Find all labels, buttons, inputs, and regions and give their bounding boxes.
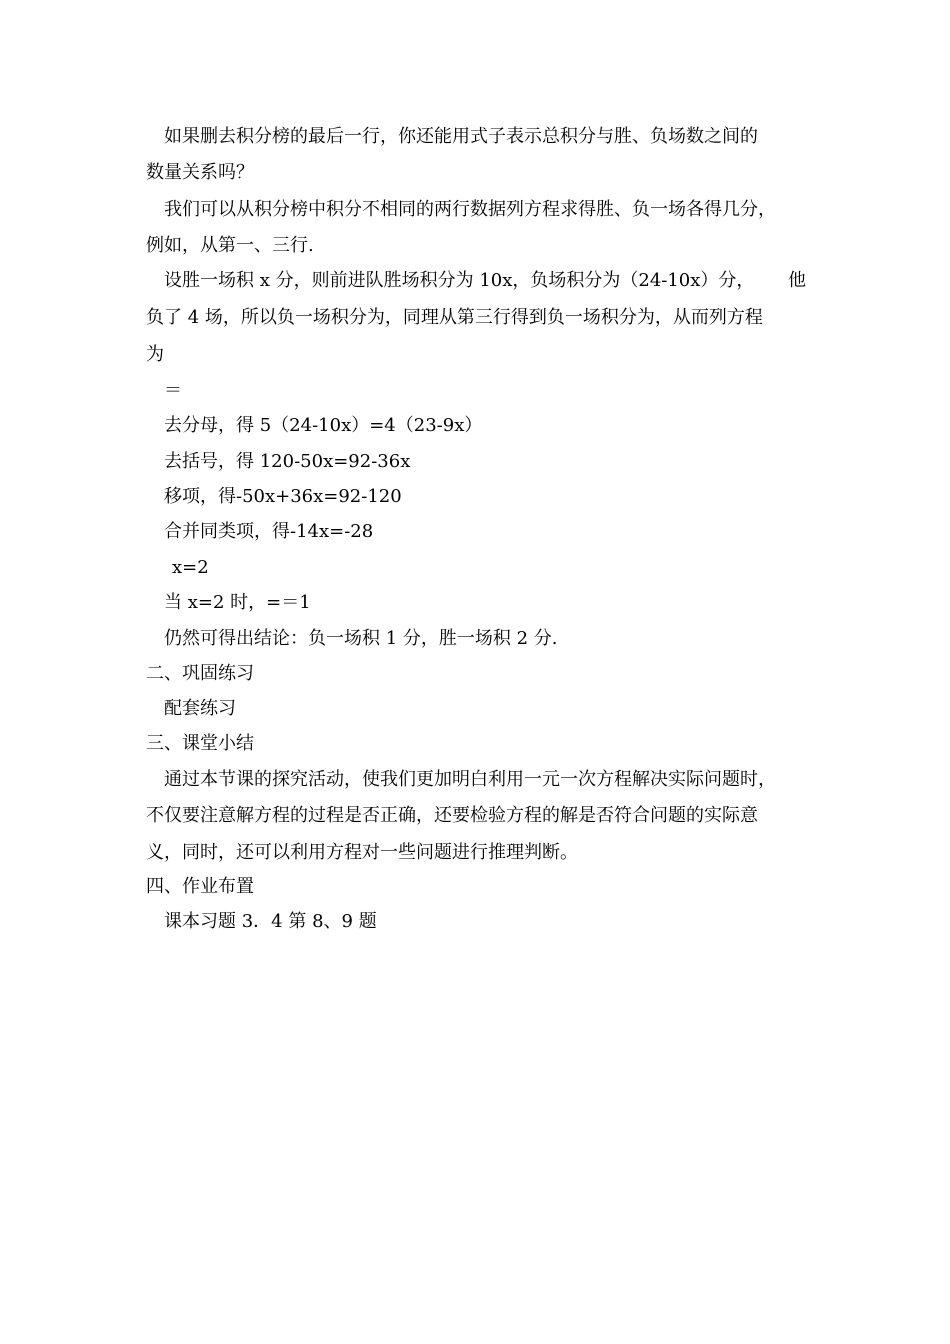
section-body-line: 义，同时，还可以利用方程对一些问题进行推理判断。 (146, 842, 578, 863)
equation-step: 当 x=2 时，=＝1 (164, 592, 311, 613)
equation-step: 移项，得-50x+36x=92-120 (164, 486, 402, 507)
section-body-line: 课本习题 3．4 第 8、9 题 (164, 911, 377, 932)
section-body-line: 不仅要注意解方程的过程是否正确，还要检验方程的解是否符合问题的实际意 (146, 805, 758, 826)
equation-step: 去分母，得 5（24-10x）=4（23-9x） (164, 415, 483, 436)
paragraph-line: 如果删去积分榜的最后一行，你还能用式子表示总积分与胜、负场数之间的 (164, 126, 758, 147)
conclusion-line: 仍然可得出结论：负一场积 1 分，胜一场积 2 分. (164, 628, 558, 649)
section-body-line: 配套练习 (164, 698, 236, 719)
section-heading: 二、巩固练习 (146, 663, 254, 684)
equation-line: ＝ (164, 380, 182, 401)
section-heading: 三、课堂小结 (146, 733, 254, 754)
equation-step: 去括号，得 120-50x=92-36x (164, 451, 411, 472)
paragraph-line: 数量关系吗？ (146, 162, 254, 183)
paragraph-line: 我们可以从积分榜中积分不相同的两行数据列方程求得胜、负一场各得几分， (164, 199, 776, 220)
paragraph-line: 为 (146, 344, 164, 365)
paragraph-text: 设胜一场积 x 分，则前进队胜场积分为 10x，负场积分为（24-10x）分， (164, 270, 755, 291)
paragraph-line: 例如，从第一、三行. (146, 235, 314, 256)
paragraph-line (164, 270, 806, 292)
equation-step: x=2 (172, 557, 209, 578)
equation-step: 合并同类项，得-14x=-28 (164, 521, 374, 542)
paragraph-line: 负了 4 场，所以负一场积分为，同理从第三行得到负一场积分为，从而列方程 (146, 307, 763, 328)
section-body-line: 通过本节课的探究活动，使我们更加明白利用一元一次方程解决实际问题时， (164, 769, 776, 790)
section-heading: 四、作业布置 (146, 876, 254, 897)
paragraph-text: 他 (788, 270, 806, 291)
